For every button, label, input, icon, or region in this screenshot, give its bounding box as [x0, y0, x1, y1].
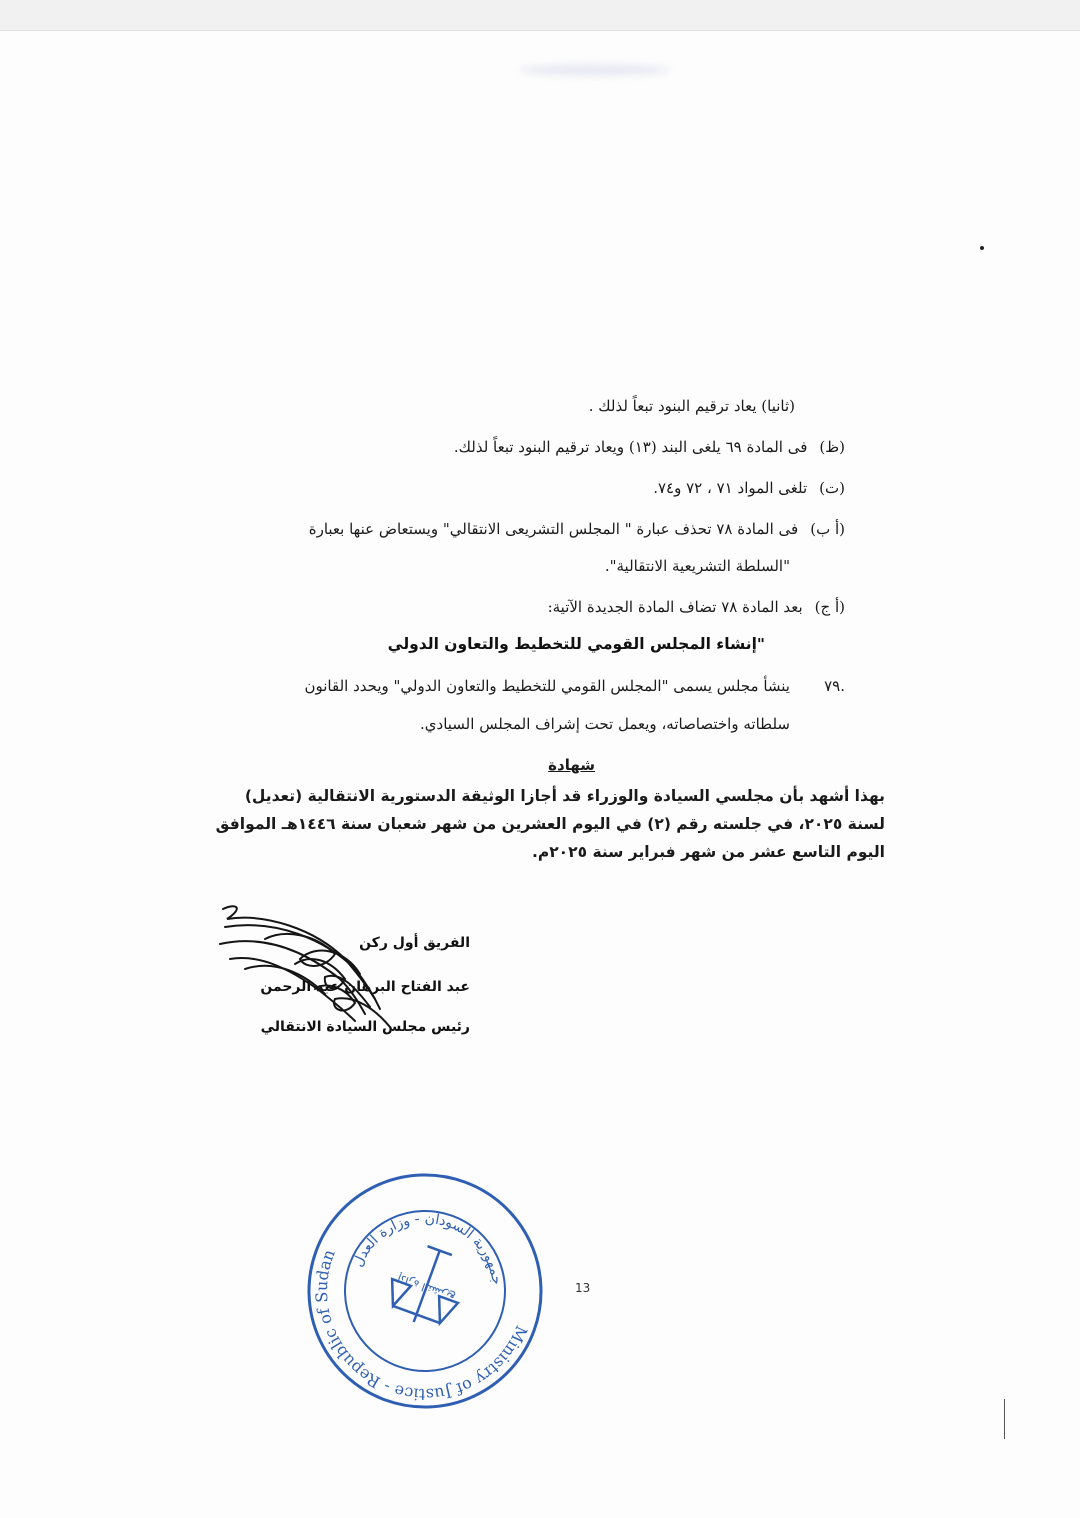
stamp-outer-text: Ministry of Justice - Republic of Sudan	[311, 1246, 532, 1405]
article-number: .٧٩	[824, 677, 845, 695]
item-mark: (ت)	[819, 479, 845, 497]
document-page	[0, 31, 1080, 1518]
item-text: "السلطة التشريعية الانتقالية".	[604, 557, 790, 575]
article-line: سلطاته واختصاصاته، ويعمل تحت إشراف المجلس السيادي.	[420, 715, 790, 733]
signatory-name: عبد الفتاح البرهان عبد الرحمن	[260, 979, 470, 995]
certificate-heading: شهادة	[548, 756, 595, 774]
item-mark: (ظ)	[819, 438, 845, 456]
item-mark: (أ ج)	[814, 598, 845, 616]
certificate-line: لسنة ٢٠٢٥، في جلسته رقم (٢) في اليوم العشرين من شهر شعبان سنة ١٤٤٦هـ الموافق	[215, 815, 885, 833]
item-mark: (أ ب)	[810, 520, 845, 538]
item-line	[589, 397, 795, 415]
item-text: (ثانيا) يعاد ترقيم البنود تبعاً لذلك .	[588, 397, 795, 415]
stamp-arabic-text: جمهورية السودان - وزارة العدل	[349, 1210, 505, 1286]
stamp-inner-text: إدارة التشريع	[395, 1271, 457, 1305]
item-line	[548, 598, 845, 616]
scales-of-justice-icon	[381, 1239, 473, 1334]
viewer-top-bar	[0, 0, 1080, 31]
item-line	[605, 557, 790, 575]
item-line	[309, 520, 845, 538]
scan-speck	[980, 246, 984, 250]
item-text: تلغى المواد ٧١ ، ٧٢ و٧٤.	[653, 479, 808, 497]
handwritten-signature	[205, 899, 415, 1039]
ministry-stamp	[300, 1166, 550, 1416]
item-line	[653, 479, 845, 497]
certificate-line: اليوم التاسع عشر من شهر فبراير سنة ٢٠٢٥م.	[531, 843, 885, 861]
page-number: 13	[575, 1281, 591, 1295]
item-text: فى المادة ٧٨ تحذف عبارة " المجلس التشريعى الانتقالي" ويستعاض عنها بعبارة	[308, 520, 799, 538]
signatory-rank: الفريق أول ركن	[359, 935, 470, 951]
scan-smudge	[520, 65, 670, 75]
item-line	[454, 438, 845, 456]
signatory-title: رئيس مجلس السيادة الانتقالي	[260, 1019, 470, 1035]
scan-edge-line	[1004, 1399, 1005, 1439]
article-line: ينشأ مجلس يسمى "المجلس القومي للتخطيط والتعاون الدولي" ويحدد القانون	[304, 677, 790, 695]
article-title: "إنشاء المجلس القومي للتخطيط والتعاون الدولي	[387, 635, 765, 653]
certificate-line: بهذا أشهد بأن مجلسي السيادة والوزراء قد أجازا الوثيقة الدستورية الانتقالية (تعديل)	[244, 787, 885, 805]
item-text: بعد المادة ٧٨ تضاف المادة الجديدة الآتية:	[547, 598, 803, 616]
item-text: فى المادة ٦٩ يلغى البند (١٣) ويعاد ترقيم البنود تبعاً لذلك.	[453, 438, 808, 456]
